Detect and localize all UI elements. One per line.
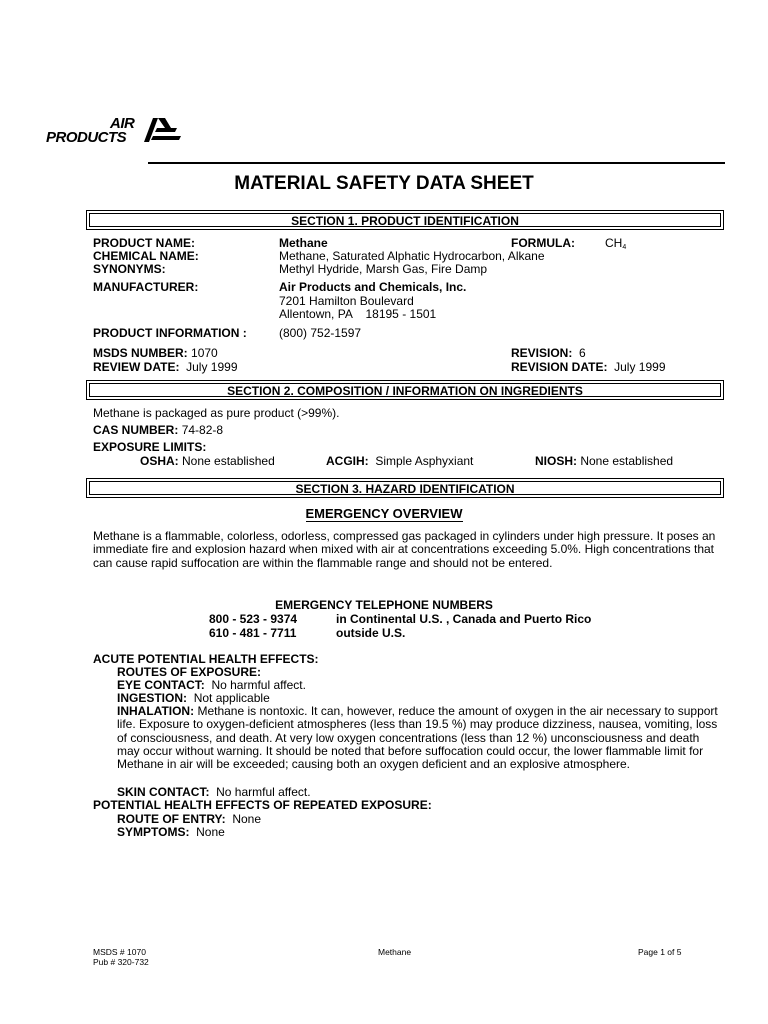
manufacturer-address1: 7201 Hamilton Boulevard xyxy=(279,294,414,308)
footer-page: Page 1 of 5 xyxy=(638,947,682,957)
section3-heading: SECTION 3. HAZARD IDENTIFICATION xyxy=(89,481,721,495)
product-info-label: PRODUCT INFORMATION : xyxy=(93,326,247,340)
msds-number-row xyxy=(93,347,218,361)
acgih-row xyxy=(326,455,473,469)
revision-date-value: July 1999 xyxy=(614,360,666,374)
footer-pub: Pub # 320-732 xyxy=(93,957,149,967)
formula-label: FORMULA: xyxy=(511,236,575,250)
niosh-label: NIOSH: xyxy=(535,454,577,468)
cas-row xyxy=(93,424,223,438)
phone1-description: in Continental U.S. , Canada and Puerto Rico xyxy=(336,612,592,626)
logo-line2: PRODUCTS xyxy=(46,129,127,146)
emergency-phones-title: EMERGENCY TELEPHONE NUMBERS xyxy=(275,598,493,612)
formula-base: CH xyxy=(605,236,623,250)
review-date-label: REVIEW DATE: xyxy=(93,360,180,374)
ingestion-label: INGESTION: xyxy=(117,691,188,705)
header-rule xyxy=(148,162,725,164)
osha-value: None established xyxy=(182,454,275,468)
synonyms-label: SYNONYMS: xyxy=(93,262,166,276)
product-name-label: PRODUCT NAME: xyxy=(93,236,195,250)
inhalation-label: INHALATION: xyxy=(117,704,195,718)
eye-contact-value: No harmful affect. xyxy=(211,678,306,692)
logo-mark-icon xyxy=(141,116,183,146)
formula-value xyxy=(605,237,626,255)
revision-date-label: REVISION DATE: xyxy=(511,360,608,374)
synonyms-value: Methyl Hydride, Marsh Gas, Fire Damp xyxy=(279,262,488,276)
manufacturer-name: Air Products and Chemicals, Inc. xyxy=(279,280,467,294)
cas-value: 74-82-8 xyxy=(181,423,224,437)
cas-label: CAS NUMBER: xyxy=(93,423,179,437)
inhalation-value: Methane is nontoxic. It can, however, reduce the amount of oxygen in the air necessary to support life. Exposure to oxygen-deficient atmospheres (less than 19.5 %) may produce dizziness, nausea, vomiting, loss of consciousness, and death. At very low oxygen concentrations (less than 12 %) unconsciousness and death may occur without warning. It should be noted that before suffocation could occur, the lower flammable limit for Methane in air will be exceeded; causing both an oxygen deficient and an explosive atmosphere. xyxy=(117,704,718,772)
footer-msds: MSDS # 1070 xyxy=(93,947,146,957)
skin-contact-label: SKIN CONTACT: xyxy=(117,785,210,799)
inhalation-paragraph xyxy=(117,705,719,771)
acgih-value: Simple Asphyxiant xyxy=(375,454,474,468)
phone1-number: 800 - 523 - 9374 xyxy=(209,612,298,626)
exposure-limits-label: EXPOSURE LIMITS: xyxy=(93,440,207,454)
air-products-logo xyxy=(46,116,188,148)
chemical-name-value: Methane, Saturated Alphatic Hydrocarbon, Alkane xyxy=(279,249,545,263)
review-date-value: July 1999 xyxy=(186,360,238,374)
repeated-exposure-label: POTENTIAL HEALTH EFFECTS OF REPEATED EXPOSURE: xyxy=(93,798,432,812)
osha-row xyxy=(140,455,275,469)
product-info-value: (800) 752-1597 xyxy=(279,326,362,340)
eye-contact-label: EYE CONTACT: xyxy=(117,678,205,692)
niosh-value: None established xyxy=(580,454,674,468)
acgih-label: ACGIH: xyxy=(326,454,369,468)
revision-label: REVISION: xyxy=(511,346,573,360)
logo-line1: AIR xyxy=(110,115,135,132)
msds-number-label: MSDS NUMBER: xyxy=(93,346,188,360)
symptoms-label: SYMPTOMS: xyxy=(117,825,190,839)
section3-header xyxy=(86,478,724,498)
section2-header xyxy=(86,380,724,400)
niosh-row xyxy=(535,455,673,469)
revision-value: 6 xyxy=(579,346,586,360)
symptoms-value: None xyxy=(196,825,225,839)
route-of-entry-value: None xyxy=(232,812,262,826)
ingestion-value: Not applicable xyxy=(193,691,270,705)
formula-subscript: 4 xyxy=(622,244,627,251)
phone2-number: 610 - 481 - 7711 xyxy=(209,626,297,640)
emergency-overview-title xyxy=(0,506,768,521)
skin-contact-value: No harmful affect. xyxy=(216,785,311,799)
document-title: MATERIAL SAFETY DATA SHEET xyxy=(234,173,534,194)
review-date-row xyxy=(93,361,238,375)
manufacturer-address2: Allentown, PA 18195 - 1501 xyxy=(279,307,437,321)
symptoms-row xyxy=(117,826,225,840)
section1-header xyxy=(86,210,724,230)
chemical-name-label: CHEMICAL NAME: xyxy=(93,249,199,263)
emergency-overview-paragraph: Methane is a flammable, colorless, odorless, compressed gas packaged in cylinders under high pressure. It poses an immediate fire and explosion hazard when mixed with air at concentrations exceeding 5.0%. High concentrations that can cause rapid suffocation are within the flammable range and should not be entered. xyxy=(93,529,716,570)
section1-heading: SECTION 1. PRODUCT IDENTIFICATION xyxy=(89,213,721,227)
acute-effects-label: ACUTE POTENTIAL HEALTH EFFECTS: xyxy=(93,652,319,666)
manufacturer-label: MANUFACTURER: xyxy=(93,280,199,294)
routes-of-exposure-label: ROUTES OF EXPOSURE: xyxy=(117,665,262,679)
revision-row xyxy=(511,347,586,361)
composition-intro: Methane is packaged as pure product (>99%). xyxy=(93,406,340,420)
revision-date-row xyxy=(511,361,666,375)
msds-number-value: 1070 xyxy=(191,346,218,360)
footer-product: Methane xyxy=(378,947,412,957)
osha-label: OSHA: xyxy=(140,454,179,468)
section2-heading: SECTION 2. COMPOSITION / INFORMATION ON INGREDIENTS xyxy=(89,383,721,397)
emergency-overview-text: EMERGENCY OVERVIEW xyxy=(305,506,463,521)
phone2-description: outside U.S. xyxy=(336,626,406,640)
product-name-value: Methane xyxy=(279,236,328,250)
route-of-entry-label: ROUTE OF ENTRY: xyxy=(117,812,226,826)
